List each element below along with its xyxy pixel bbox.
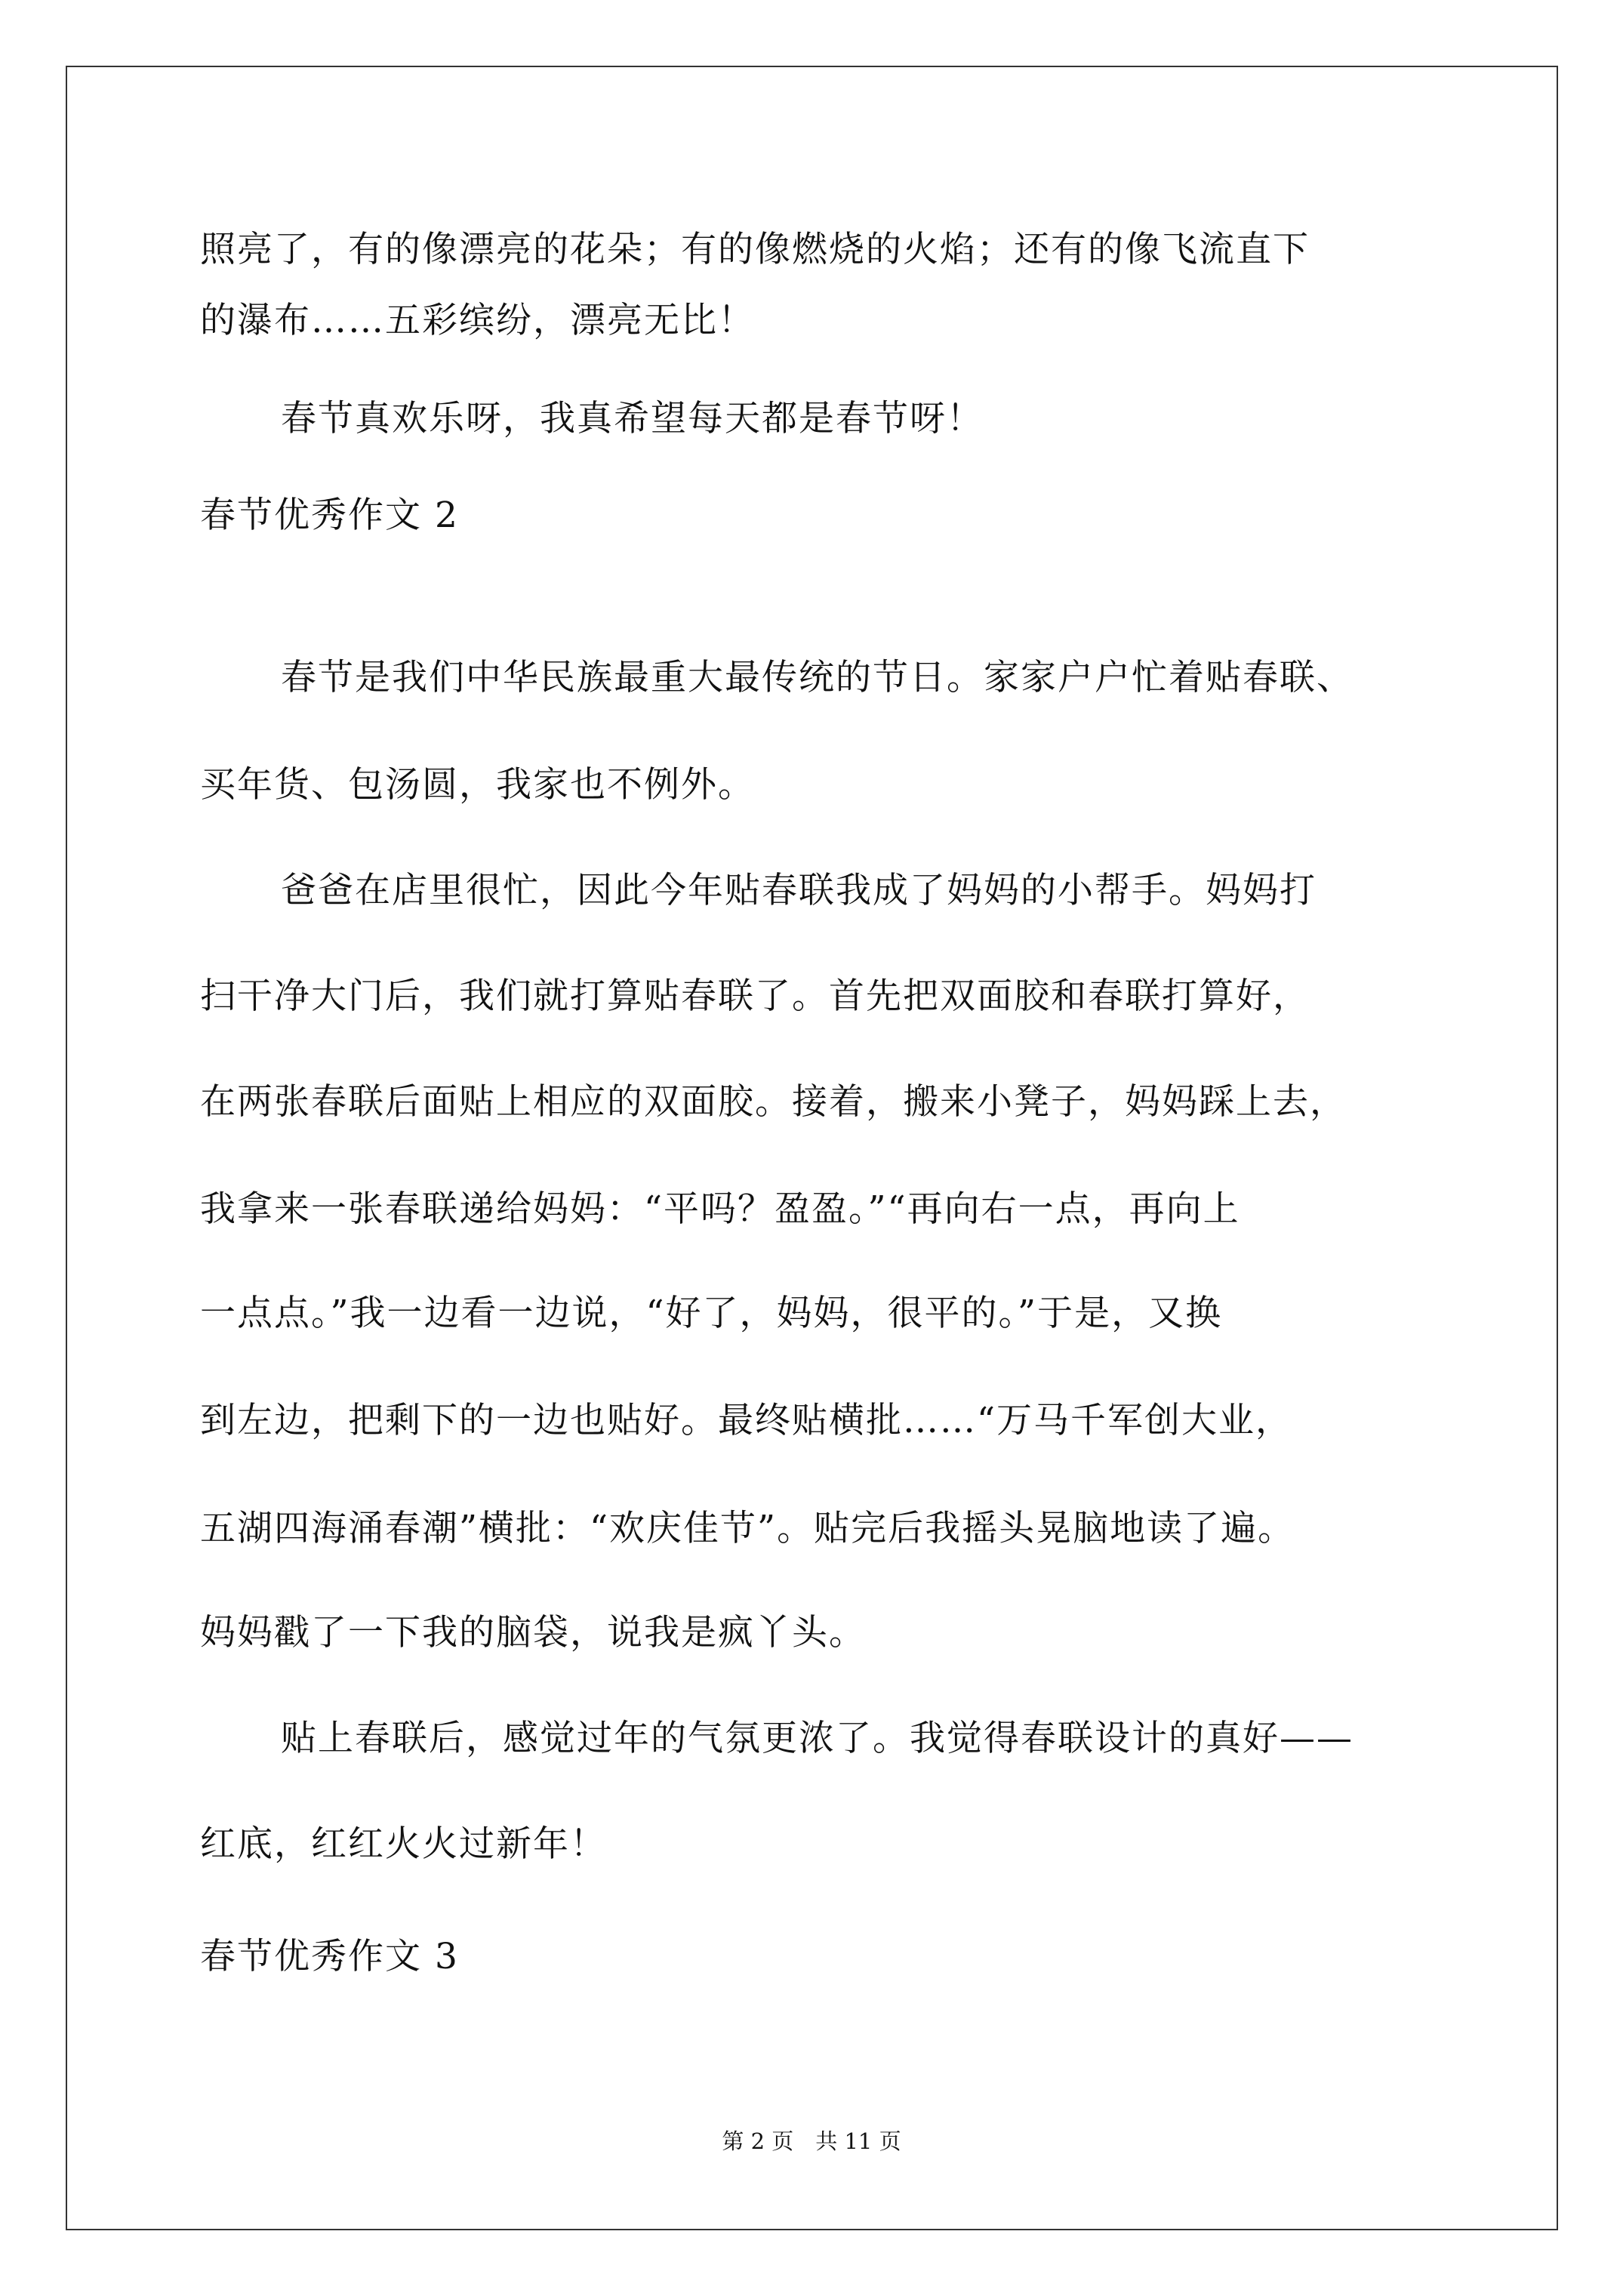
text-line: 扫干净大门后，我们就打算贴春联了。首先把双面胶和春联打算好， xyxy=(200,975,1310,1017)
text-line: 我拿来一张春联递给妈妈：“平吗？盈盈。”“再向右一点，再向上 xyxy=(200,1188,1240,1230)
text-line: 红底，红红火火过新年！ xyxy=(200,1823,607,1865)
page-frame xyxy=(66,66,1558,2230)
text-line: 妈妈戳了一下我的脑袋，说我是疯丫头。 xyxy=(200,1612,866,1653)
text-line: 春节真欢乐呀，我真希望每天都是春节呀！ xyxy=(281,398,984,439)
text-line: 五湖四海涌春潮”横批：“欢庆佳节”。贴完后我摇头晃脑地读了遍。 xyxy=(200,1508,1295,1549)
section-heading: 春节优秀作文 2 xyxy=(200,495,459,536)
text-line: 到左边，把剩下的一边也贴好。最终贴横批……“万马千军创大业， xyxy=(200,1400,1293,1441)
section-heading: 春节优秀作文 3 xyxy=(200,1936,459,1977)
text-line: 一点点。”我一边看一边说，“好了，妈妈，很平的。”于是，又换 xyxy=(200,1293,1223,1334)
text-line: 买年货、包汤圆，我家也不例外。 xyxy=(200,764,755,806)
text-line: 的瀑布……五彩缤纷，漂亮无比！ xyxy=(200,300,755,341)
text-line: 在两张春联后面贴上相应的双面胶。接着，搬来小凳子，妈妈踩上去， xyxy=(200,1081,1347,1123)
text-line: 爸爸在店里很忙，因此今年贴春联我成了妈妈的小帮手。妈妈打 xyxy=(281,870,1317,911)
page-number-footer: 第 2 页 共 11 页 xyxy=(722,2128,901,2154)
text-line: 贴上春联后，感觉过年的气氛更浓了。我觉得春联设计的真好—— xyxy=(281,1718,1354,1759)
text-line: 春节是我们中华民族最重大最传统的节日。家家户户忙着贴春联、 xyxy=(281,657,1354,698)
text-line: 照亮了，有的像漂亮的花朵；有的像燃烧的火焰；还有的像飞流直下 xyxy=(200,229,1310,270)
